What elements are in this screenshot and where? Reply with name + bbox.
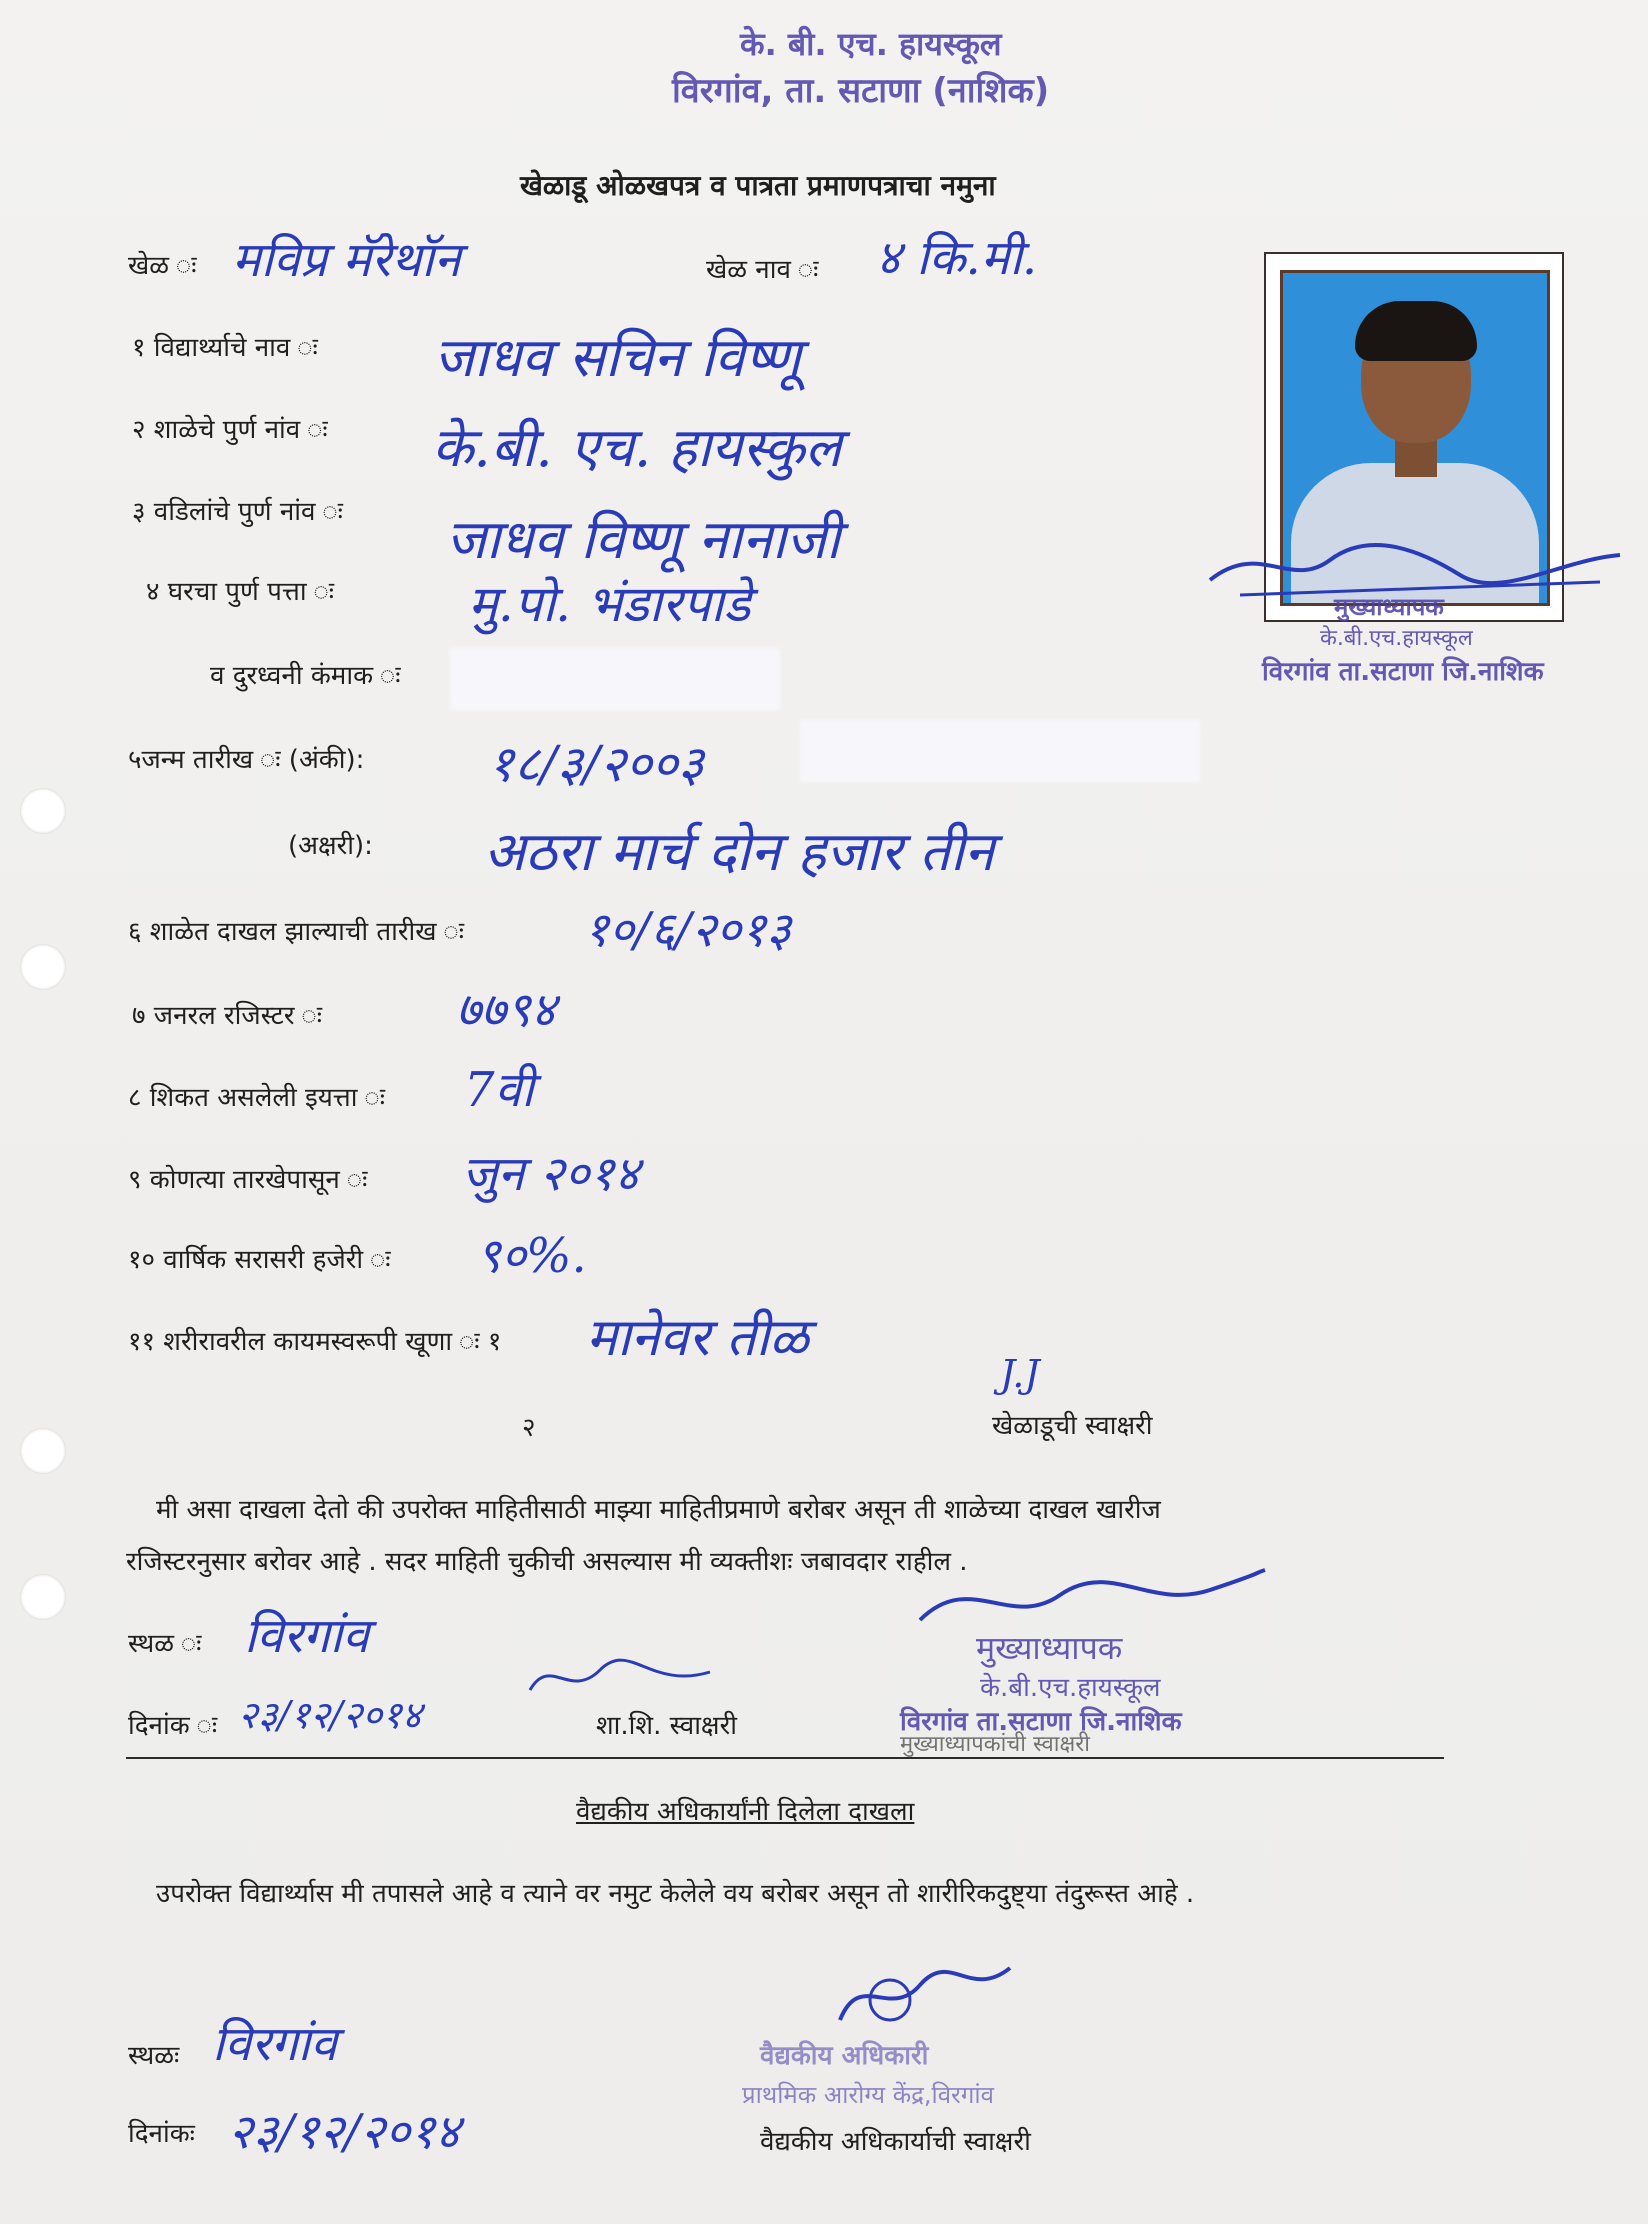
dob-value: १८/३/२००३ bbox=[488, 735, 704, 793]
photo-stamp-line1: मुख्याध्यापक bbox=[1334, 593, 1444, 621]
since-label: ९ कोणत्या तारखेपासून ः bbox=[128, 1165, 368, 1195]
attendance-value: ९०%. bbox=[476, 1228, 587, 1284]
redacted-field bbox=[800, 720, 1200, 782]
player-sign-label: खेळाडूची स्वाक्षरी bbox=[992, 1411, 1153, 1441]
student-name-value: जाधव सचिन विष्णू bbox=[434, 326, 801, 389]
game-name-label: खेळ नाव ः bbox=[706, 255, 819, 285]
medical-officer-signature bbox=[820, 1960, 1020, 2040]
game-name-value: ४ कि.मी. bbox=[876, 230, 1038, 286]
dob-label: ५जन्म तारीख ः (अंकी): bbox=[128, 745, 365, 775]
declaration-line1: मी असा दाखला देतो की उपरोक्त माहितीसाठी माझ्या माहितीप्रमाणे बरोबर असून ती शाळेच्या दाखल खारीज bbox=[156, 1495, 1161, 1525]
punch-hole bbox=[20, 1574, 66, 1620]
declaration-place-label: स्थळ ः bbox=[128, 1629, 202, 1659]
hm-sign-label: मुख्याध्यापकांची स्वाक्षरी bbox=[900, 1732, 1090, 1757]
mark-value: मानेवर तीळ bbox=[586, 1308, 809, 1368]
medical-date-label: दिनांकः bbox=[128, 2119, 195, 2149]
admission-label: ६ शाळेत दाखल झाल्याची तारीख ः bbox=[128, 917, 464, 947]
phone-label: व दुरध्वनी कंमाक ः bbox=[210, 661, 401, 691]
attendance-label: १० वार्षिक सरासरी हजेरी ः bbox=[128, 1245, 391, 1275]
redacted-phone bbox=[450, 648, 780, 710]
register-value: ७७९४ bbox=[456, 982, 556, 1038]
page-title: खेळाडू ओळखपत्र व पात्रता प्रमाणपत्राचा नमुना bbox=[520, 169, 996, 202]
address-label: ४ घरचा पुर्ण पत्ता ः bbox=[146, 577, 335, 607]
declaration-date-label: दिनांक ः bbox=[128, 1711, 218, 1741]
punch-hole bbox=[20, 788, 66, 834]
father-name-value: जाधव विष्णू नानाजी bbox=[446, 508, 841, 571]
mark-two: २ bbox=[522, 1413, 536, 1443]
standard-label: ८ शिकत असलेली इयत्ता ः bbox=[128, 1083, 385, 1113]
punch-hole bbox=[20, 1428, 66, 1474]
school-name-value: के.बी. एच. हायस्कुल bbox=[432, 416, 842, 479]
student-name-label: १ विद्यार्थ्याचे नाव ः bbox=[132, 333, 318, 363]
admission-value: १०/६/२०१३ bbox=[584, 902, 792, 958]
player-signature: J.J bbox=[1000, 1352, 1040, 1396]
photo-stamp-line2: के.बी.एच.हायस्कूल bbox=[1320, 626, 1473, 651]
hm-stamp-line1: मुख्याध्यापक bbox=[976, 1629, 1123, 1667]
school-stamp-line1: के. बी. एच. हायस्कूल bbox=[740, 25, 1002, 63]
hm-stamp-line3: विरगांव ता.सटाणा जि.नाशिक bbox=[900, 1707, 1182, 1737]
pt-sign-label: शा.शि. स्वाक्षरी bbox=[596, 1711, 737, 1741]
mark-label: ११ शरीरावरील कायमस्वरूपी खूणा ः १ bbox=[128, 1327, 502, 1357]
declaration-line2: रजिस्टरनुसार बरोवर आहे . सदर माहिती चुकीची असल्यास मी व्यक्तीशः जबावदार राहील . bbox=[126, 1547, 968, 1577]
medical-stamp-line2: प्राथमिक आरोग्य केंद्र,विरगांव bbox=[742, 2081, 994, 2109]
hm-stamp-line2: के.बी.एच.हायस्कूल bbox=[980, 1673, 1161, 1703]
medical-sign-label: वैद्यकीय अधिकार्याची स्वाक्षरी bbox=[760, 2127, 1031, 2157]
since-value: जुन २०१४ bbox=[462, 1146, 640, 1202]
section-divider bbox=[126, 1757, 1444, 1759]
medical-place-label: स्थळः bbox=[128, 2041, 180, 2071]
photo-stamp-line3: विरगांव ता.सटाणा जि.नाशिक bbox=[1262, 657, 1544, 687]
dob-words-value: अठरा मार्च दोन हजार तीन bbox=[484, 820, 995, 883]
pt-teacher-signature bbox=[520, 1650, 720, 1710]
declaration-place-value: विरगांव bbox=[244, 1608, 369, 1664]
dob-words-label: (अक्षरी): bbox=[288, 831, 373, 861]
father-name-label: ३ वडिलांचे पुर्ण नांव ः bbox=[132, 497, 343, 527]
register-label: ७ जनरल रजिस्टर ः bbox=[132, 1001, 323, 1031]
medical-statement: उपरोक्त विद्यार्थ्यास मी तपासले आहे व त्याने वर नमुट केलेले वय बरोबर असून तो शारीरिकदुष्ट्या तंदुरूस्त आहे . bbox=[156, 1879, 1195, 1909]
medical-place-value: विरगांव bbox=[212, 2016, 337, 2072]
punch-hole bbox=[20, 944, 66, 990]
standard-value: 7वी bbox=[464, 1062, 534, 1118]
medical-heading: वैद्यकीय अधिकार्यांनी दिलेला दाखला bbox=[576, 1797, 915, 1827]
medical-date-value: २३/१२/२०१४ bbox=[228, 2104, 461, 2160]
game-value: मविप्र मॅरेथॉन bbox=[232, 232, 461, 288]
school-name-label: २ शाळेचे पुर्ण नांव ः bbox=[132, 415, 328, 445]
school-stamp-line2: विरगांव, ता. सटाणा (नाशिक) bbox=[672, 71, 1050, 111]
medical-stamp-line1: वैद्यकीय अधिकारी bbox=[760, 2041, 929, 2071]
declaration-date-value: २३/१२/२०१४ bbox=[238, 1693, 422, 1737]
game-label: खेळ ः bbox=[128, 251, 197, 281]
address-value: मु.पो. भंडारपाडे bbox=[468, 575, 751, 633]
